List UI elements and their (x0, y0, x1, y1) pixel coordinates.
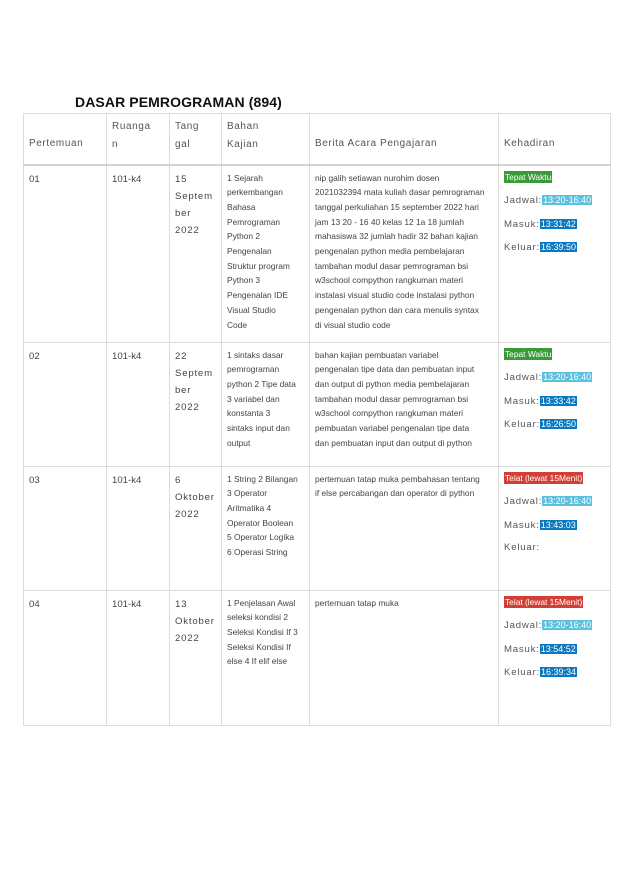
kehadiran-block (504, 348, 605, 433)
tanggal-line: Oktober (175, 615, 215, 627)
table-row (24, 466, 611, 590)
bahan-line: konstanta 3 (227, 408, 271, 419)
keluar-label: Keluar: (504, 542, 540, 553)
kehadiran-cell (499, 342, 611, 466)
tanggal-line: 22 (175, 350, 188, 362)
bahan-line: pemrograman (227, 364, 280, 375)
berita-line: tambahan modul dasar pemrograman bsi (315, 260, 469, 271)
header-kehadiran (499, 114, 611, 165)
berita-cell (310, 165, 499, 343)
bahan-line: 1 Sejarah (227, 172, 263, 183)
tanggal-line: Septem (175, 190, 213, 202)
tanggal-line: 2022 (175, 224, 200, 236)
tanggal-cell (170, 466, 222, 590)
bahan-cell (222, 590, 310, 725)
keluar-line (504, 417, 605, 432)
header-tanggal-line2: gal (175, 139, 191, 150)
berita-cell (310, 342, 499, 466)
header-tanggal (170, 114, 222, 165)
header-pertemuan-label: Pertemuan (29, 137, 84, 149)
jadwal-label: Jadwal: (504, 372, 543, 383)
status-badge: Telat (lewat 15Menit) (505, 596, 583, 607)
bahan-line: Python 2 (227, 231, 261, 242)
masuk-label: Masuk: (504, 395, 540, 407)
header-berita (310, 114, 499, 165)
bahan-line: else 4 If elif else (227, 656, 288, 667)
bahan-line: Aritmatika 4 (227, 502, 272, 513)
header-ruangan-line2: n (112, 139, 119, 150)
kehadiran-cell (499, 466, 611, 590)
bahan-cell (222, 342, 310, 466)
berita-line: dan pembuatan input dan output di python (315, 437, 472, 448)
bahan-cell (222, 165, 310, 343)
berita-line: jam 13 20 - 16 40 kelas 12 1a 18 jumlah (315, 216, 464, 227)
bahan-line: Bahasa (227, 201, 256, 212)
kehadiran-block (504, 472, 605, 556)
tanggal-line: Oktober (175, 491, 215, 503)
tanggal-line: 2022 (175, 508, 200, 520)
tanggal-line: 15 (175, 173, 188, 185)
jadwal-label: Jadwal: (504, 496, 543, 507)
berita-line: pengenalan tipe data dan pembuatan input (315, 364, 475, 375)
masuk-time: 13:31:42 (540, 218, 576, 229)
masuk-label: Masuk: (504, 218, 540, 230)
berita-line: nip galih setiawan nurohim dosen (315, 172, 440, 183)
header-bahan-line2: Kajian (227, 139, 259, 150)
keluar-label: Keluar: (504, 419, 540, 430)
berita-line: tanggal perkuliahan 15 september 2022 hari (315, 201, 479, 212)
berita-line: pertemuan tatap muka pembahasan tentang (315, 473, 480, 484)
jadwal-time: 13:20-16:40 (543, 372, 592, 382)
jadwal-line (504, 193, 605, 208)
keluar-time: 16:39:34 (541, 667, 577, 677)
berita-line: pengenalan python media pembelajaran (315, 246, 465, 257)
bahan-line: 5 Operator Logika (227, 532, 295, 543)
keluar-line (504, 240, 605, 255)
bahan-line: Seleksi Kondisi If 3 (227, 626, 298, 637)
masuk-line (504, 394, 605, 409)
pertemuan-cell: 01 (24, 165, 107, 343)
bahan-cell (222, 466, 310, 590)
berita-line: w3school compython rangkuman materi (315, 408, 464, 419)
keluar-label: Keluar: (504, 242, 540, 253)
masuk-label: Masuk: (504, 519, 540, 531)
bahan-line: Seleksi Kondisi If (227, 641, 291, 652)
kehadiran-cell (499, 590, 611, 725)
kehadiran-cell (499, 165, 611, 343)
bahan-line: python 2 Tipe data (227, 378, 296, 389)
ruangan-cell: 101-k4 (107, 165, 170, 343)
bahan-line: Python 3 (227, 275, 261, 286)
ruangan-cell: 101-k4 (107, 590, 170, 725)
masuk-line (504, 642, 605, 657)
bahan-line: 6 Operasi String (227, 547, 288, 558)
bahan-line: Code (227, 319, 248, 330)
bahan-line: 3 variabel dan (227, 393, 280, 404)
tanggal-line: Septem (175, 367, 213, 379)
masuk-time: 13:33:42 (540, 395, 576, 406)
table-row (24, 590, 611, 725)
ruangan-cell: 101-k4 (107, 466, 170, 590)
keluar-time: 16:26:50 (541, 419, 577, 429)
pertemuan-cell: 03 (24, 466, 107, 590)
status-badge: Tepat Waktu (505, 348, 552, 359)
tanggal-line: 6 (175, 474, 182, 486)
keluar-line (504, 541, 605, 555)
bahan-line: Pemrograman (227, 216, 281, 227)
status-line (504, 596, 605, 610)
pertemuan-cell: 04 (24, 590, 107, 725)
berita-line: instalasi visual studio code instalasi python (315, 290, 475, 301)
jadwal-time: 13:20-16:40 (543, 620, 592, 630)
berita-line: tambahan modul dasar pemrograman bsi (315, 393, 469, 404)
header-bahan (222, 114, 310, 165)
jadwal-label: Jadwal: (504, 195, 543, 206)
header-tanggal-line1: Tang (175, 121, 200, 132)
status-badge: Telat (lewat 15Menit) (505, 472, 583, 483)
masuk-time: 13:43:03 (540, 519, 576, 530)
bahan-line: perkembangan (227, 187, 283, 198)
kehadiran-block (504, 171, 605, 256)
berita-line: dan output di python media pembelajaran (315, 378, 470, 389)
masuk-line (504, 518, 605, 533)
status-badge: Tepat Waktu (505, 171, 552, 182)
header-ruangan (107, 114, 170, 165)
jadwal-line (504, 618, 605, 633)
tanggal-line: 2022 (175, 401, 200, 413)
bahan-line: Struktur program (227, 260, 290, 271)
header-pertemuan (24, 114, 107, 165)
bahan-line: Pengenalan IDE (227, 290, 288, 301)
bahan-line: seleksi kondisi 2 (227, 612, 288, 623)
status-line (504, 171, 605, 185)
table-row (24, 342, 611, 466)
tanggal-line: 2022 (175, 632, 200, 644)
tanggal-cell (170, 342, 222, 466)
table-row (24, 165, 611, 343)
berita-line: pembuatan variabel pengenalan tipe data (315, 423, 470, 434)
jadwal-line (504, 494, 605, 509)
berita-line: pengenalan python dan cara menulis syntax (315, 304, 479, 315)
keluar-label: Keluar: (504, 667, 540, 678)
masuk-line (504, 217, 605, 232)
berita-cell (310, 590, 499, 725)
tanggal-cell (170, 165, 222, 343)
jadwal-label: Jadwal: (504, 620, 543, 631)
keluar-line (504, 665, 605, 680)
tanggal-line: ber (175, 207, 192, 219)
tanggal-line: 13 (175, 598, 188, 610)
bahan-line: 1 String 2 Bilangan (227, 473, 298, 484)
berita-line: mahasiswa 32 jumlah hadir 32 bahan kajian (315, 231, 478, 242)
status-line (504, 472, 605, 486)
bahan-line: 1 sintaks dasar (227, 349, 284, 360)
table-header-row (24, 114, 611, 165)
header-berita-label: Berita Acara Pengajaran (315, 137, 438, 149)
bahan-line: 1 Penjelasan Awal (227, 597, 296, 608)
header-ruangan-line1: Ruanga (112, 121, 151, 132)
tanggal-line: ber (175, 384, 192, 396)
tanggal-cell (170, 590, 222, 725)
ruangan-cell: 101-k4 (107, 342, 170, 466)
berita-line: pertemuan tatap muka (315, 597, 399, 608)
keluar-time: 16:39:50 (541, 242, 577, 252)
masuk-label: Masuk: (504, 643, 540, 655)
header-bahan-line1: Bahan (227, 121, 259, 132)
header-kehadiran-label: Kehadiran (504, 137, 555, 149)
masuk-time: 13:54:52 (540, 643, 576, 654)
berita-line: w3school compython rangkuman materi (315, 275, 464, 286)
attendance-table (23, 113, 611, 726)
bahan-line: Operator Boolean (227, 517, 294, 528)
bahan-line: 3 Operator (227, 488, 268, 499)
jadwal-time: 13:20-16:40 (543, 195, 592, 205)
berita-line: di visual studio code (315, 319, 391, 330)
berita-line: 2021032394 mata kuliah dasar pemrograman (315, 187, 485, 198)
jadwal-line (504, 370, 605, 385)
berita-line: bahan kajian pembuatan variabel (315, 349, 439, 360)
pertemuan-cell: 02 (24, 342, 107, 466)
bahan-line: output (227, 437, 251, 448)
berita-cell (310, 466, 499, 590)
bahan-line: sintaks input dan (227, 423, 290, 434)
page-title: DASAR PEMROGRAMAN (894) (75, 94, 282, 110)
kehadiran-block (504, 596, 605, 681)
jadwal-time: 13:20-16:40 (543, 496, 592, 506)
bahan-line: Visual Studio (227, 304, 276, 315)
berita-line: if else percabangan dan operator di python (315, 488, 475, 499)
status-line (504, 348, 605, 362)
bahan-line: Pengenalan (227, 246, 272, 257)
